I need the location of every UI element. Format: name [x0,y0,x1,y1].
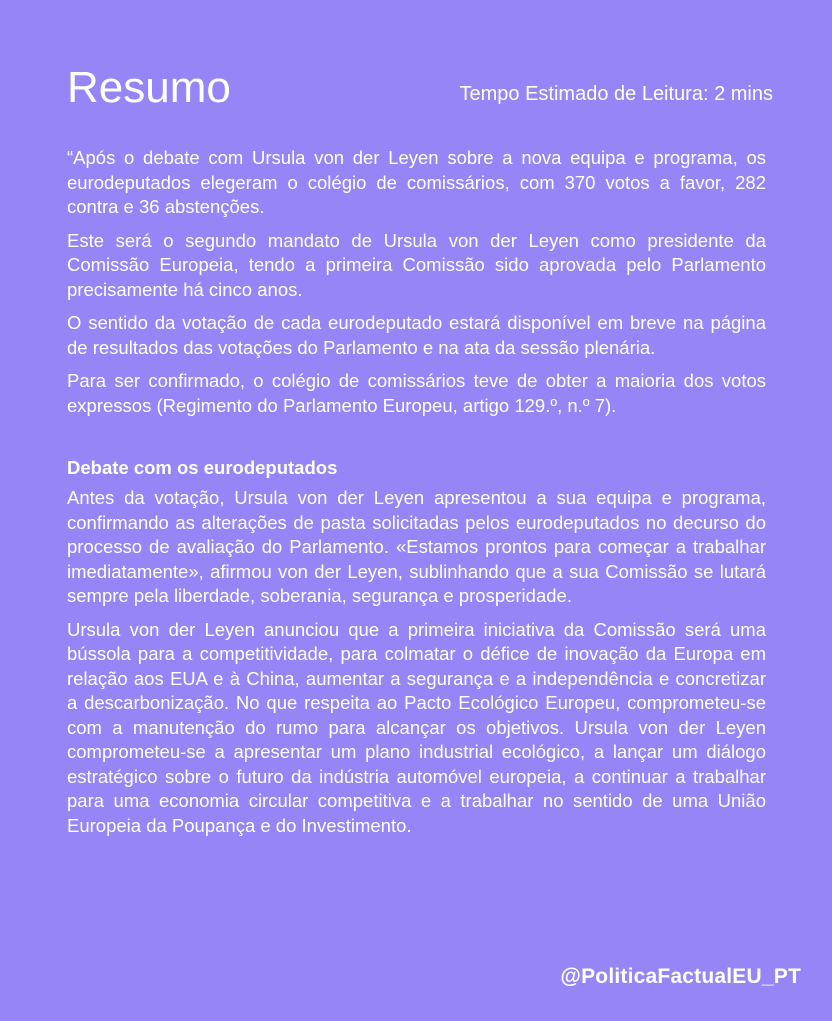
intro-paragraph: Este será o segundo mandato de Ursula von der Leyen como presidente da Comissão Europeia, tendo a primeira Comissão sido aprovada pelo Parlamento precisamente há cinco anos. [67,229,766,300]
header [67,58,773,118]
section-heading: Debate com os eurodeputados [67,457,338,478]
intro-paragraph: “Após o debate com Ursula von der Leyen sobre a nova equipa e programa, os eurodeputados elegeram o colégio de comissários, com 370 votos a favor, 282 contra e 36 abstenções. [67,147,766,217]
page-title: Resumo [67,63,231,112]
section-paragraph: Antes da votação, Ursula von der Leyen apresentou a sua equipa e programa, confirmando as alterações de pasta solicitadas pelos eurodeputados no decurso do processo de avaliação do Parlamento. «Estamos prontos para começar a trabalhar imediatamente», afirmou von der Leyen, sublinhando que a sua Comissão se lutará sempre pela liberdade, soberania, segurança e prosperidade. [67,487,766,606]
section-paragraph: Ursula von der Leyen anunciou que a primeira iniciativa da Comissão será uma bússola para a competitividade, para colmatar o défice de inovação da Europa em relação aos EUA e à China, aumentar a segurança e a independência e concretizar a descarbonização. No que respeita ao Pacto Ecológico Europeu, comprometeu-se com a manutenção do rumo para alcançar os objetivos. Ursula von der Leyen comprometeu-se a apresentar um plano industrial ecológico, a lançar um diálogo estratégico sobre o futuro da indústria automóvel europeia, a continuar a trabalhar para uma economia circular competitiva e a trabalhar no sentido de uma União Europeia da Poupança e do Investimento. [67,618,766,836]
article-body [67,146,766,847]
intro-paragraph: O sentido da votação de cada eurodeputado estará disponível em breve na página de resultados das votações do Parlamento e na ata da sessão plenária. [67,312,766,358]
social-handle: @PoliticaFactualEU_PT [560,965,801,988]
intro-paragraph: Para ser confirmado, o colégio de comissários teve de obter a maioria dos votos expressos (Regimento do Parlamento Europeu, artigo 129.º, n.º 7). [67,370,766,416]
reading-time: Tempo Estimado de Leitura: 2 mins [459,83,773,105]
